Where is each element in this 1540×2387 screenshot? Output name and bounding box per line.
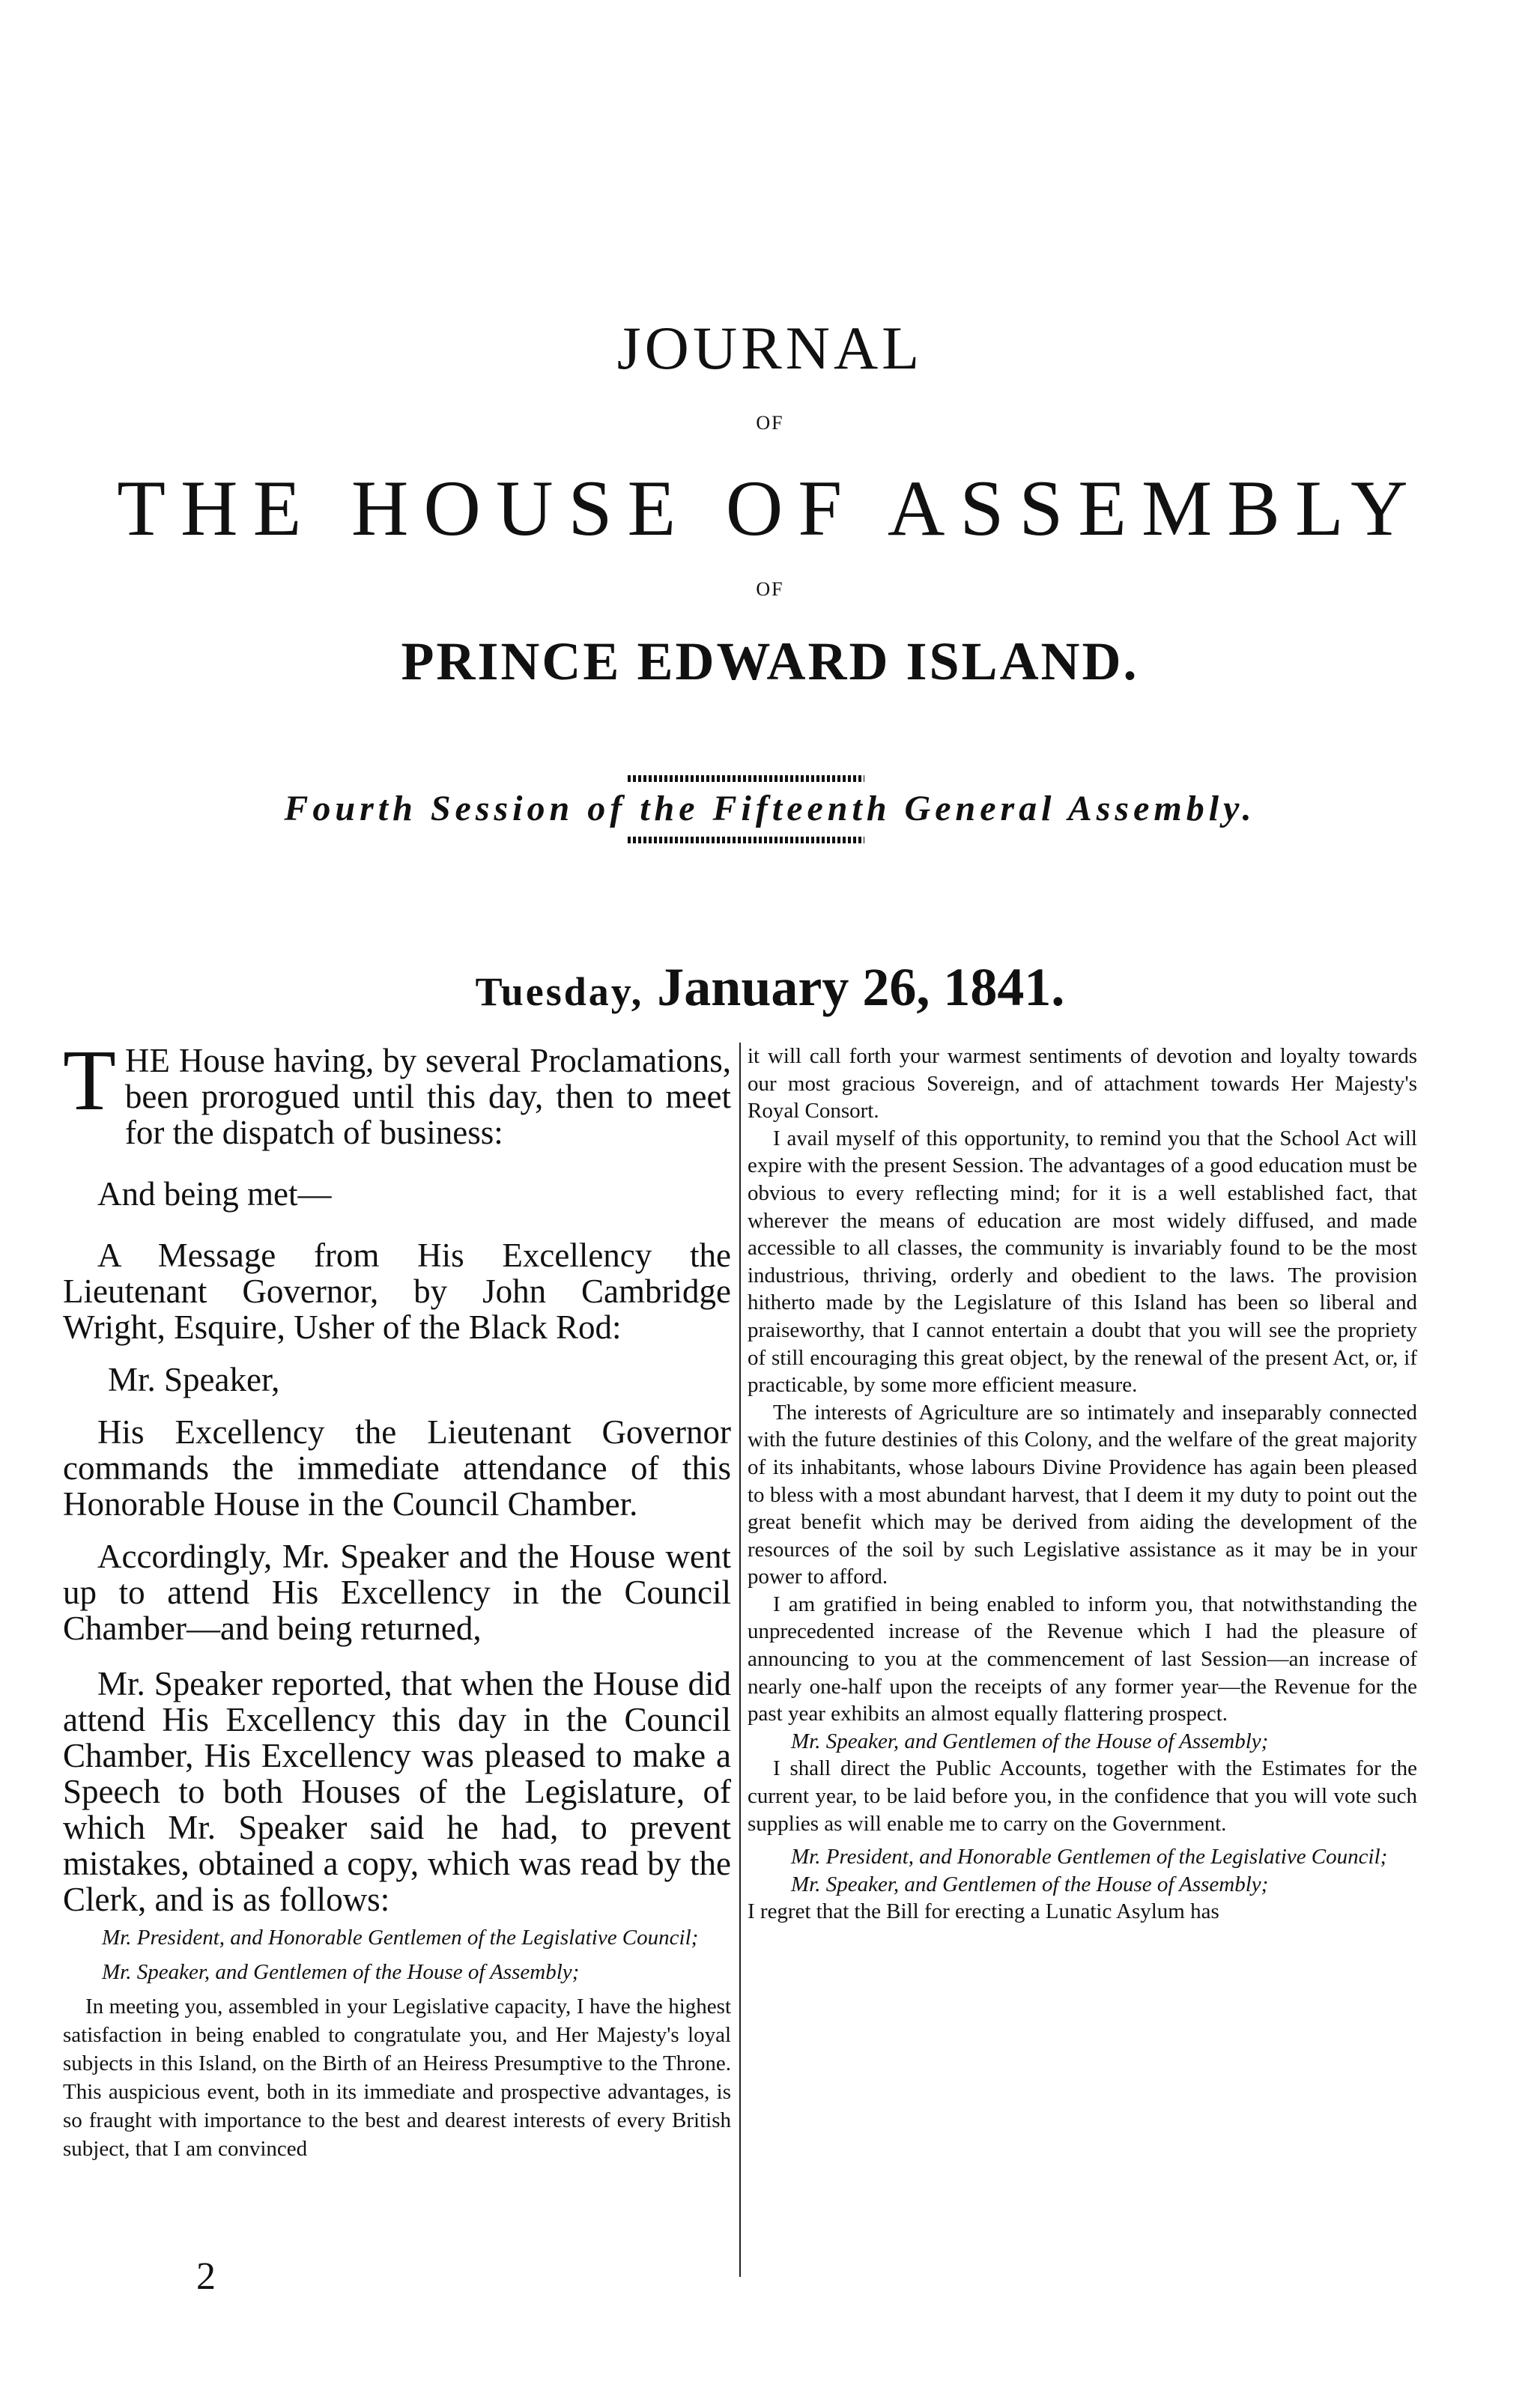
speech-school-act: I avail myself of this opportunity, to remind you that the School Act will expire with the present Session. The advantages of a good education must be obvious to every reflecting mind; for it is a well established fact, that wherever the means of education are most widely diffused, and made accessible to all classes, the community is invariably found to be the most industrious, thriving, orderly and obedient to the laws. The provision hitherto made by the Legislature of this Island has been so liberal and praiseworthy, that I cannot entertain a doubt that you will see the propriety of still encouraging this great object, by the renewal of the present Act, or, if practicable, by some more efficient measure. [748,1126,1417,1398]
paragraph-speaker-reported: Mr. Speaker reported, that when the House did attend His Excellency this day in the Council Chamber, His Excellency was pleased to make a Speech to both Houses of the Legislature, of which Mr. Speaker said he had, to prevent mistakes, obtained a copy, which was read by the Clerk, and is as follows: [63,1665,731,1918]
salutation-council: Mr. President, and Honorable Gentlemen of the Legislative Council; [102,1926,699,1950]
right-column [748,1043,1417,1926]
salutation-assembly: Mr. Speaker, and Gentlemen of the House of Assembly; [102,1960,580,1984]
date-rest: January 26, 1841. [657,957,1065,1017]
journal-title: JOURNAL [616,314,924,382]
salutation-council-2: Mr. President, and Honorable Gentlemen of the Legislative Council; [791,1845,1388,1869]
column-divider [739,1043,741,2277]
speech-paragraph-1: In meeting you, assembled in your Legislative capacity, I have the highest satisfaction in being enabled to congratulate you, and Her Majesty's loyal subjects in this Island, on the Birth of an Heiress Presumptive to the Throne. This auspicious event, both in its immediate and prospective advantages, is so fraught with importance to the best and dearest interests of every British subject, that I am convinced [63,1995,731,2161]
opening-text: HE House having, by several Proclamations, been prorogued until this day, then to meet for the dispatch of business: [124,1042,731,1151]
opening-paragraph [63,1033,731,1151]
dotted-rule-bottom [628,837,864,843]
paragraph-mr-speaker: Mr. Speaker, [108,1361,280,1398]
left-column [63,1033,731,2163]
date-heading [0,956,1540,1019]
date-day: Tuesday, [475,969,644,1014]
title-of-2: OF [756,578,784,600]
session-line: Fourth Session of the Fifteenth General Assembly. [284,789,1256,828]
title-of-1: OF [756,412,784,434]
speech-agriculture: The interests of Agriculture are so intimately and inseparably connected with the future destinies of this Colony, and the welfare of the great majority of its inhabitants, whose labours Divine Providence has again been pleased to bless with a most abundant harvest, that I deem it my duty to point out the great benefit which may be derived from aiding the development of the resources of the soil by such Legislative assistance as it may be in your power to afford. [748,1400,1417,1589]
speech-continuation: it will call forth your warmest sentiments of devotion and loyalty towards our most gracious Sovereign, and of attachment towards Her Majesty's Royal Consort. [748,1044,1417,1123]
paragraph-accordingly: Accordingly, Mr. Speaker and the House went up to attend His Excellency in the Council Chamber—and being returned, [63,1538,731,1647]
page-number: 2 [196,2255,216,2298]
province-title: PRINCE EDWARD ISLAND. [401,631,1139,691]
drop-cap: T [63,1033,116,1129]
dotted-rule-top [628,775,864,782]
speech-revenue: I am gratified in being enabled to inform you, that notwithstanding the unprecedented increase of the Revenue which I had the pleasure of announcing to you at the commencement of last Session—an increase of nearly one-half upon the receipts of any former year—the Revenue for the past year exhibits an almost equally flattering prospect. [748,1592,1417,1726]
paragraph-being-met: And being met— [97,1175,332,1213]
paragraph-commands: His Excellency the Lieutenant Governor commands the immediate attendance of this Honorable House in the Council Chamber. [63,1413,731,1523]
paragraph-message: A Message from His Excellency the Lieutenant Governor, by John Cambridge Wright, Esquire, Usher of the Black Rod: [63,1237,731,1346]
salutation-assembly-3: Mr. Speaker, and Gentlemen of the House of Assembly; [791,1872,1269,1896]
speech-lunatic-asylum: I regret that the Bill for erecting a Lunatic Asylum has [748,1899,1219,1924]
speech-public-accounts: I shall direct the Public Accounts, together with the Estimates for the current year, to be laid before you, in the confidence that you will vote such supplies as will enable me to carry on the Government. [748,1756,1417,1836]
house-title: THE HOUSE OF ASSEMBLY [117,464,1423,552]
salutation-assembly-2: Mr. Speaker, and Gentlemen of the House of Assembly; [791,1729,1269,1753]
